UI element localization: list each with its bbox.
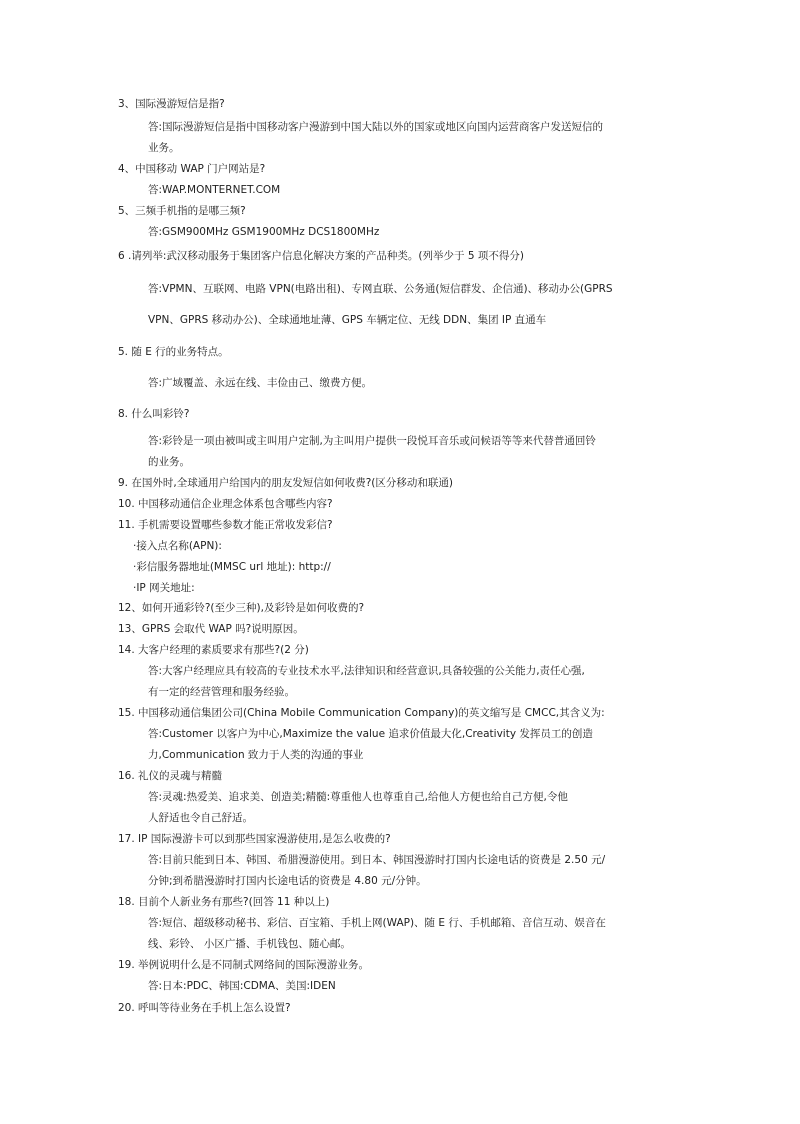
list-item-ip-gateway: ·IP 网关地址: [133,582,195,594]
question-15: 15. 中国移动通信集团公司(China Mobile Communication Company)的英文缩写是 CMCC,其含义为: [118,707,605,719]
question-11: 11. 手机需要设置哪些参数才能正常收发彩信? [118,519,333,531]
answer-18-line-2: 线、彩铃、 小区广播、手机钱包、随心邮。 [148,938,351,950]
answer-6-line-2: VPN、GPRS 移动办公)、全球通地址薄、GPS 车辆定位、无线 DDN、集团 IP 直通车 [148,314,547,326]
question-14: 14. 大客户经理的素质要求有那些?(2 分) [118,644,309,656]
question-9: 9. 在国外时,全球通用户给国内的朋友发短信如何收费?(区分移动和联通) [118,477,453,489]
question-13: 13、GPRS 会取代 WAP 吗?说明原因。 [118,623,304,635]
question-10: 10. 中国移动通信企业理念体系包含哪些内容? [118,498,333,510]
answer-5: 答:GSM900MHz GSM1900MHz DCS1800MHz [148,226,380,238]
answer-4: 答:WAP.MONTERNET.COM [148,184,281,196]
question-6: 6 .请列举:武汉移动服务于集团客户信息化解决方案的产品种类。(列举少于 5 项不得分) [118,250,524,262]
answer-18-line-1: 答:短信、超级移动秘书、彩信、百宝箱、手机上网(WAP)、随 E 行、手机邮箱、音信互动、娱音在 [148,917,606,929]
question-4: 4、中国移动 WAP 门户网站是? [118,163,266,175]
question-7: 5. 随 E 行的业务特点。 [118,346,229,358]
question-8: 8. 什么叫彩铃? [118,408,190,420]
question-20: 20. 呼叫等待业务在手机上怎么设置? [118,1002,291,1014]
list-item-apn: ·接入点名称(APN): [133,540,222,552]
question-17: 17. IP 国际漫游卡可以到那些国家漫游使用,是怎么收费的? [118,833,391,845]
question-12: 12、如何开通彩铃?(至少三种),及彩铃是如何收费的? [118,602,365,614]
answer-16-line-2: 人舒适也令自己舒适。 [148,812,253,824]
answer-8-line-2: 的业务。 [148,456,190,468]
answer-16-line-1: 答:灵魂:热爱美、追求美、创造美;精髓:尊重他人也尊重自己,给他人方便也给自己方便,令他 [148,791,568,803]
answer-6-line-1: 答:VPMN、互联网、电路 VPN(电路出租)、专网直联、公务通(短信群发、企信通)、移动办公(GPRS [148,283,613,295]
answer-3-line-1: 答:国际漫游短信是指中国移动客户漫游到中国大陆以外的国家或地区向国内运营商客户发送短信的 [148,121,604,133]
answer-3-line-2: 业务。 [148,142,180,154]
answer-15-line-2: 力,Communication 致力于人类的沟通的事业 [148,749,364,761]
answer-17-line-1: 答:目前只能到日本、韩国、希腊漫游使用。到日本、韩国漫游时打国内长途电话的资费是 2.50 元/ [148,854,606,866]
answer-7: 答:广域覆盖、永远在线、丰俭由己、缴费方便。 [148,377,373,389]
answer-15-line-1: 答:Customer 以客户为中心,Maximize the value 追求价值最大化,Creativity 发挥员工的创造 [148,728,593,740]
answer-19: 答:日本:PDC、韩国:CDMA、美国:IDEN [148,980,336,992]
answer-8-line-1: 答:彩铃是一项由被叫或主叫用户定制,为主叫用户提供一段悦耳音乐或问候语等等来代替普通回铃 [148,435,596,447]
question-16: 16. 礼仪的灵魂与精髓 [118,770,223,782]
list-item-mmsc: ·彩信服务器地址(MMSC url 地址): http:// [133,561,331,573]
question-5: 5、三频手机指的是哪三频? [118,205,246,217]
question-18: 18. 目前个人新业务有那些?(回答 11 种以上) [118,896,330,908]
answer-14-line-1: 答:大客户经理应具有较高的专业技术水平,法律知识和经营意识,具备较强的公关能力,责任心强, [148,665,585,677]
question-19: 19. 举例说明什么是不同制式网络间的国际漫游业务。 [118,959,370,971]
answer-17-line-2: 分钟;到希腊漫游时打国内长途电话的资费是 4.80 元/分钟。 [148,875,427,887]
answer-14-line-2: 有一定的经营管理和服务经验。 [148,686,295,698]
question-3: 3、国际漫游短信是指? [118,98,225,110]
